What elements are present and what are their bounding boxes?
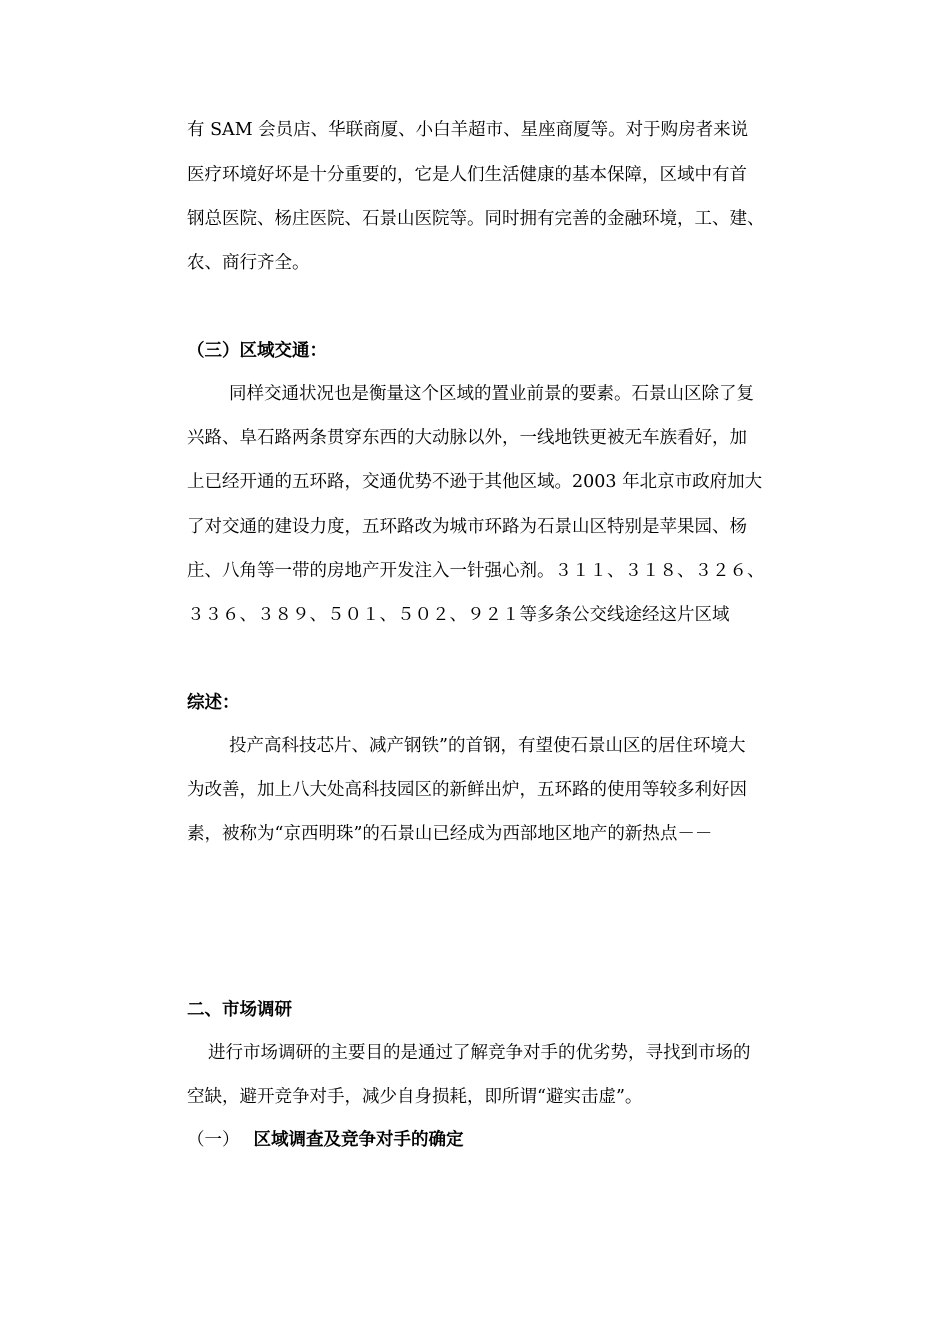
body-line: 同样交通状况也是衡量这个区域的置业前景的要素。石景山区除了复	[229, 384, 754, 404]
body-line: 庄、八角等一带的房地产开发注入一针强心剂。３１１、３１８、３２６、	[187, 561, 765, 581]
sub-heading	[187, 1129, 464, 1151]
sub-heading-text: 区域调查及竞争对手的确定	[253, 1130, 464, 1150]
body-line: 兴路、阜石路两条贯穿东西的大动脉以外，一线地铁更被无车族看好，加	[187, 428, 747, 448]
chapter-heading: 二、市场调研	[187, 1000, 292, 1020]
body-line: 钢总医院、杨庄医院、石景山医院等。同时拥有完善的金融环境，工、建、	[187, 209, 765, 229]
section-heading: 综述：	[187, 693, 240, 713]
body-line: 为改善，加上八大处高科技园区的新鲜出炉，五环路的使用等较多利好因	[187, 780, 747, 800]
sub-heading-number: （一）	[187, 1130, 240, 1150]
body-line: 素，被称为“京西明珠”的石景山已经成为西部地区地产的新热点－－	[187, 824, 713, 844]
section-heading: （三）区域交通：	[187, 341, 327, 361]
body-line: 医疗环境好坏是十分重要的，它是人们生活健康的基本保障，区域中有首	[187, 165, 747, 185]
body-line: 农、商行齐全。	[187, 253, 310, 273]
body-line: ３３６、３８９、５０１、５０２、９２１等多条公交线途经这片区域	[187, 605, 730, 625]
body-line: 了对交通的建设力度，五环路改为城市环路为石景山区特别是苹果园、杨	[187, 517, 747, 537]
body-line: 有 SAM 会员店、华联商厦、小白羊超市、星座商厦等。对于购房者来说	[187, 120, 749, 140]
body-line: 进行市场调研的主要目的是通过了解竞争对手的优劣势，寻找到市场的	[208, 1043, 751, 1063]
body-line: 投产高科技芯片、减产钢铁”的首钢，有望使石景山区的居住环境大	[229, 736, 746, 756]
body-line: 上已经开通的五环路，交通优势不逊于其他区域。2003 年北京市政府加大	[187, 472, 763, 492]
body-line: 空缺，避开竞争对手，减少自身损耗，即所谓“避实击虚”。	[187, 1087, 643, 1107]
